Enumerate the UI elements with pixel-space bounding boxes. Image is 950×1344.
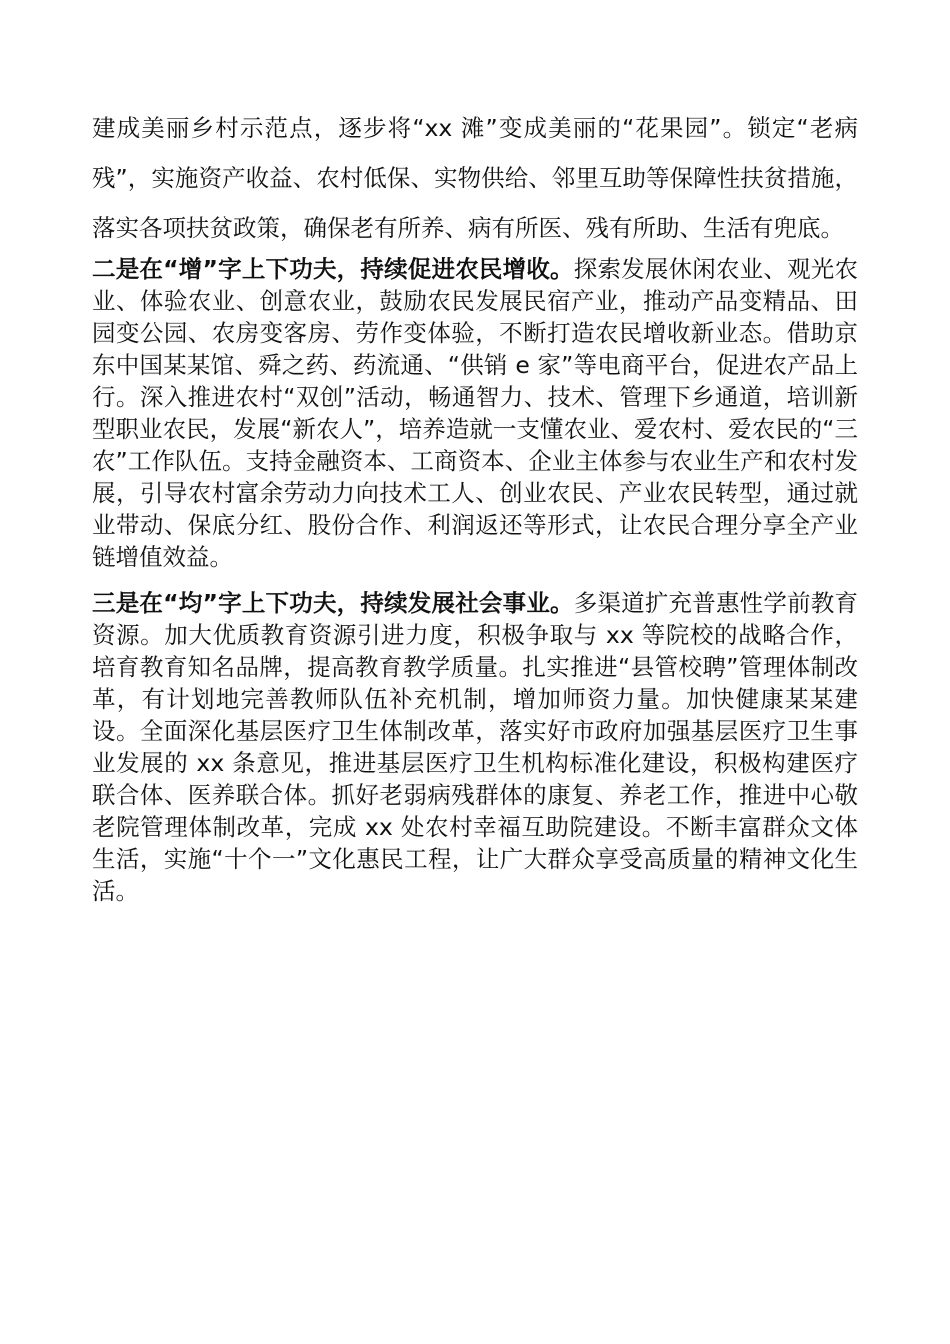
paragraph-2 bbox=[92, 253, 858, 573]
paragraph-2-text: 探索发展休闲农业、观光农业、体验农业、创意农业，鼓励农民发展民宿产业，推动产品变精品、田园变公园、农房变客房、劳作变体验，不断打造农民增收新业态。借助京东中国某某馆、舜之药、药流通、“供销 e 家”等电商平台，促进农产品上行。深入推进农村“双创”活动，畅通智力、技术、管理下乡通道，培训新型职业农民，发展“新农人”，培养造就一支懂农业、爱农村、爱农民的“三农”工作队伍。支持金融资本、工商资本、企业主体参与农业生产和农村发展，引导农村富余劳动力向技术工人、创业农民、产业农民转型，通过就业带动、保底分红、股份合作、利润返还等形式，让农民合理分享全产业链增值效益。 bbox=[92, 255, 859, 571]
paragraph-2-lead: 二是在“增”字上下功夫，持续促进农民增收。 bbox=[92, 255, 574, 283]
paragraph-1 bbox=[92, 103, 858, 253]
document-body bbox=[92, 103, 858, 907]
paragraph-3-lead: 三是在“均”字上下功夫，持续发展社会事业。 bbox=[92, 589, 574, 617]
paragraph-3 bbox=[92, 587, 858, 907]
paragraph-3-text: 多渠道扩充普惠性学前教育资源。加大优质教育资源引进力度，积极争取与 xx 等院校的战略合作，培育教育知名品牌，提高教育教学质量。扎实推进“县管校聘”管理体制改革，有计划地完善教师队伍补充机制，增加师资力量。加快健康某某建设。全面深化基层医疗卫生体制改革，落实好市政府加强基层医疗卫生事业发展的 xx 条意见，推进基层医疗卫生机构标准化建设，积极构建医疗联合体、医养联合体。抓好老弱病残群体的康复、养老工作，推进中心敬老院管理体制改革，完成 xx 处农村幸福互助院建设。不断丰富群众文体生活，实施“十个一”文化惠民工程，让广大群众享受高质量的精神文化生活。 bbox=[92, 589, 859, 905]
paragraph-1-text: 建成美丽乡村示范点，逐步将“xx 滩”变成美丽的“花果园”。锁定“老病残”，实施资产收益、农村低保、实物供给、邻里互助等保障性扶贫措施，落实各项扶贫政策，确保老有所养、病有所医、残有所助、生活有兜底。 bbox=[92, 114, 858, 242]
